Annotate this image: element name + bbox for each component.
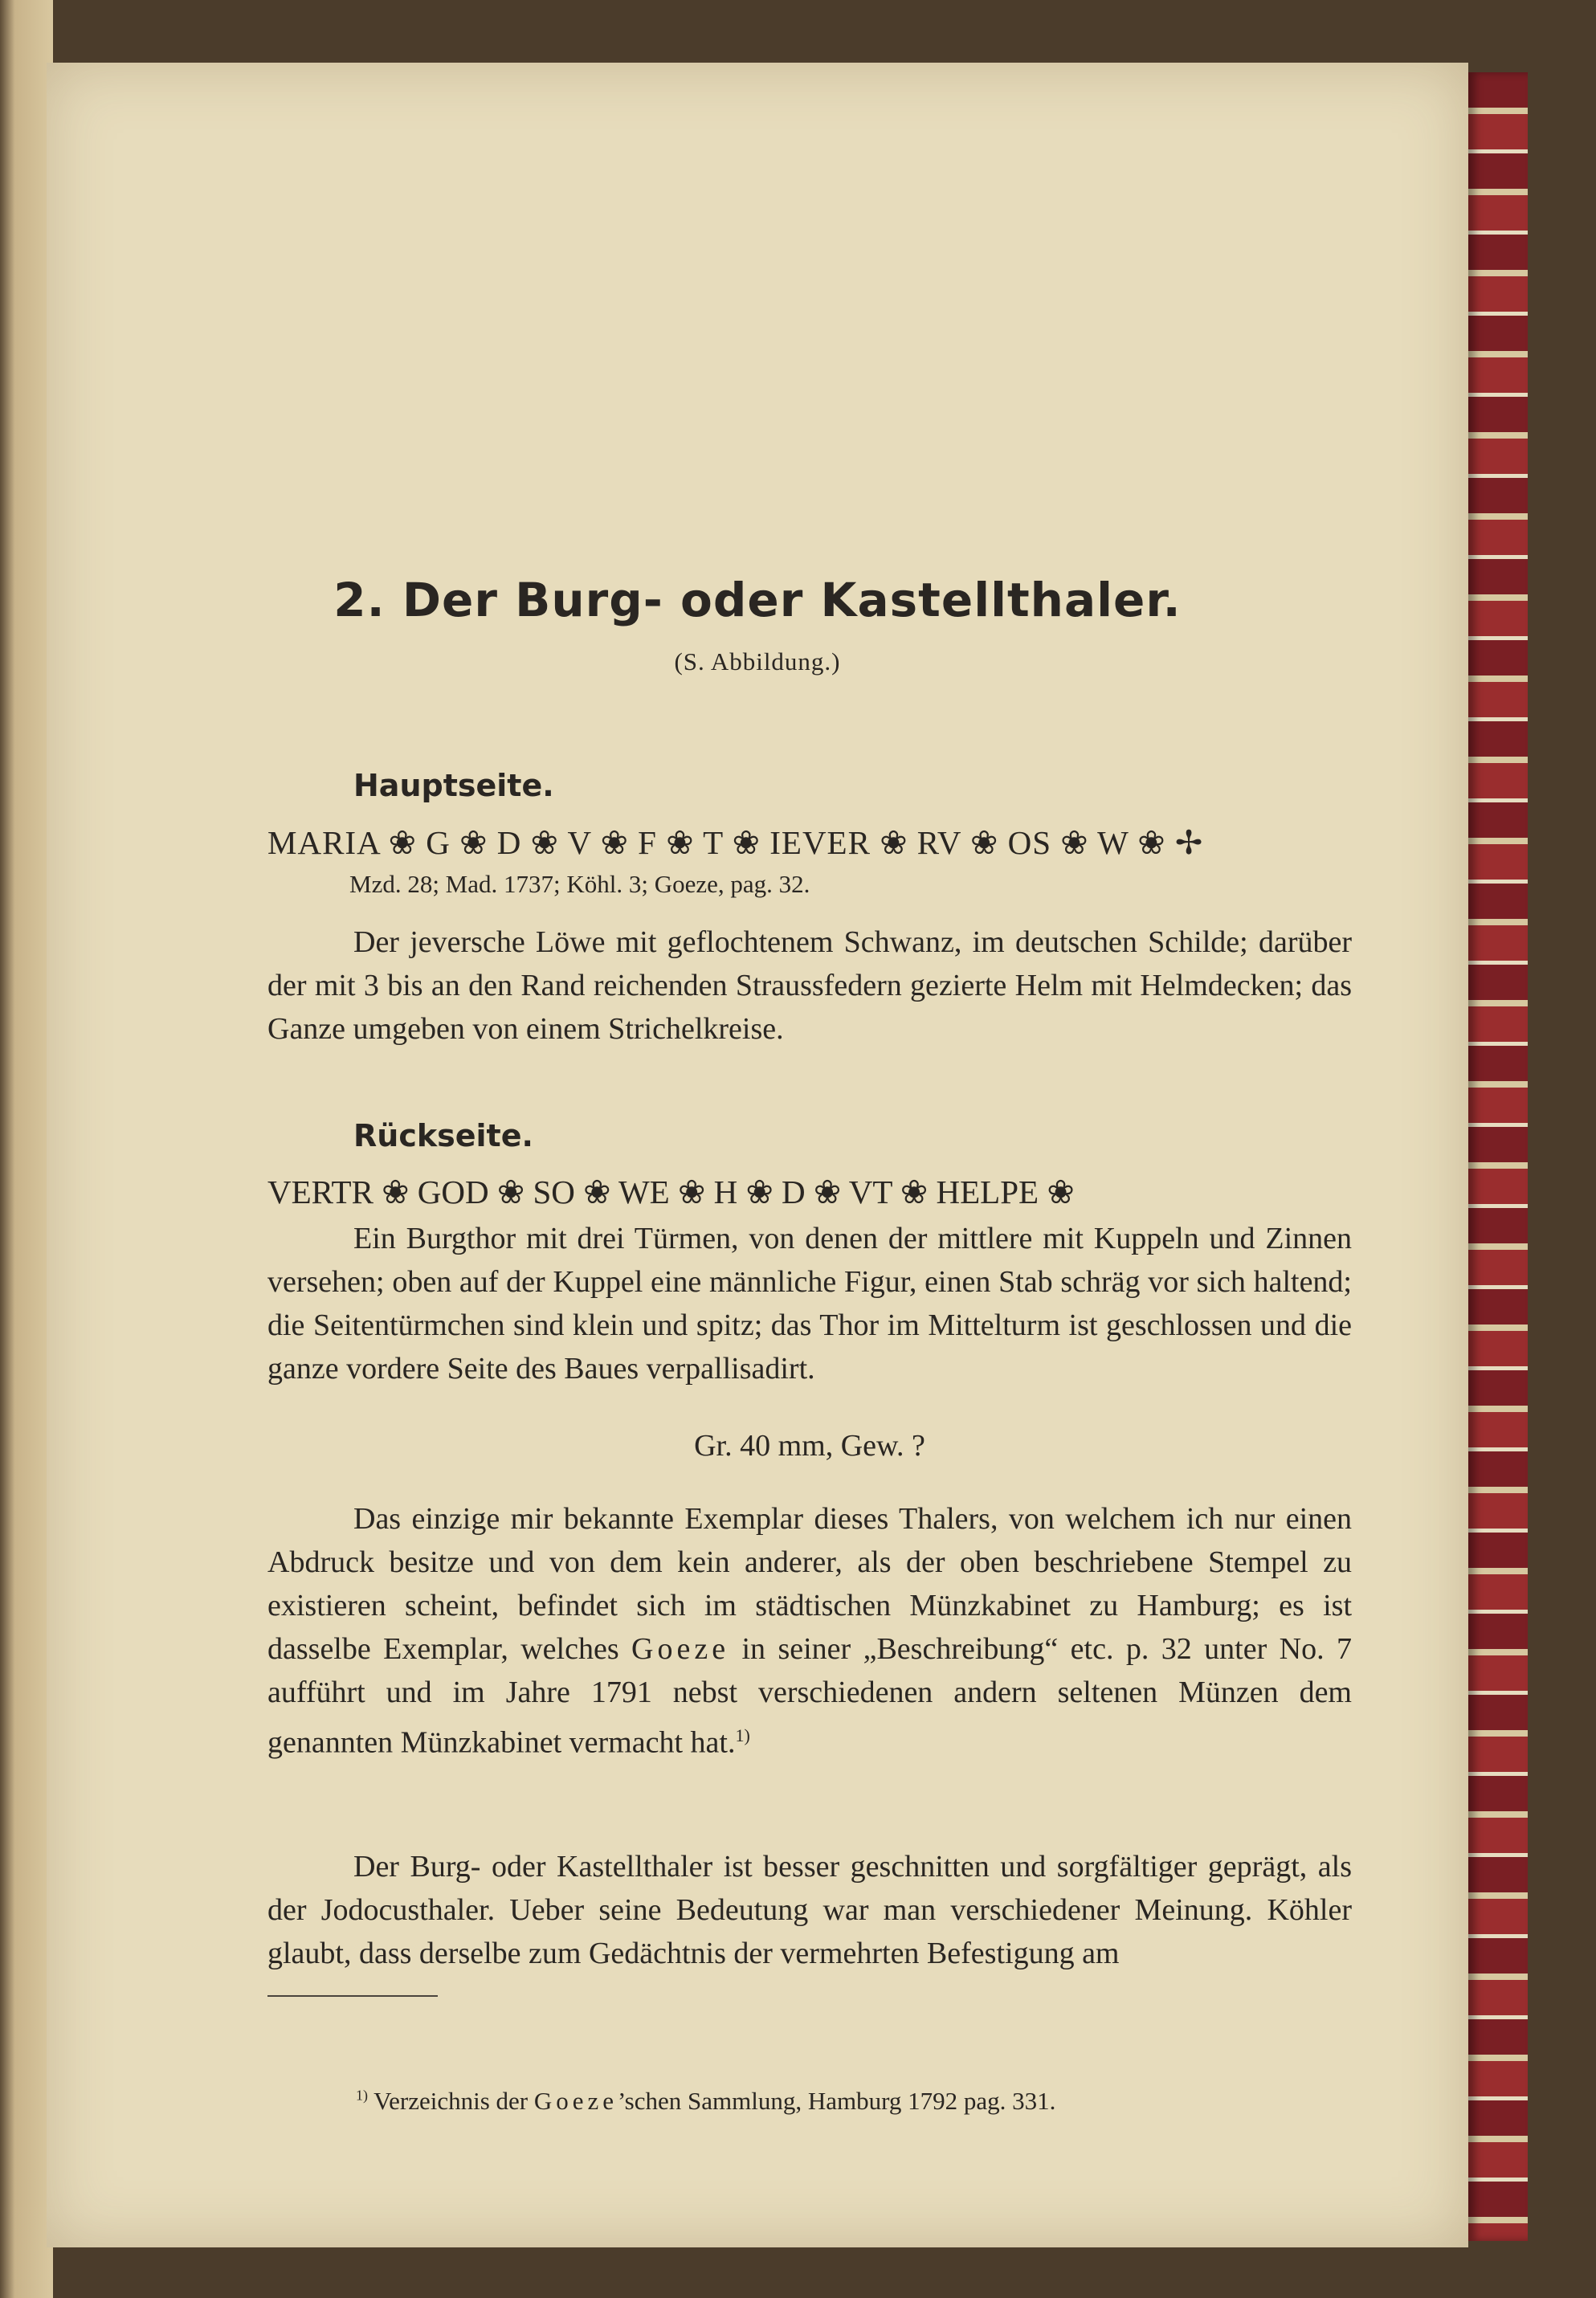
book-page	[47, 63, 1468, 2247]
back-side-legend: VERTR ❀ GOD ❀ SO ❀ WE ❀ H ❀ D ❀ VT ❀ HELPE ❀	[267, 1173, 1075, 1210]
meaning-paragraph: Der Burg- oder Kastellthaler ist besser geschnitten und sorgfältiger geprägt, als der Jodocusthaler. Ueber seine Bedeutung war man verschiedener Meinung. Köhler glaubt, dass derselbe zum Gedächtnis der vermehrten Befestigung am	[267, 1850, 1352, 1970]
front-side-legend: MARIA ❀ G ❀ D ❀ V ❀ F ❀ T ❀ IEVER ❀ RV ❀ OS ❀ W ❀ ✢	[267, 824, 1204, 861]
paragraph-text-start: Das einzige mir bekannte Exemplar dieses Thalers, von welchem ich nur einen Abdruck besitze und von dem kein anderer, als der oben beschriebene Stempel zu existieren scheint, befindet sich im städtischen Münzkabinet zu Hamburg; es ist dasselbe Exemplar, welches	[267, 1502, 1352, 1666]
front-side-description: Der jeversche Löwe mit geflochtenem Schwanz, im deutschen Schilde; darüber der mit 3 bis an den Rand reichenden Straussfedern gezierte Helm mit Helmdecken; das Ganze umgeben von einem Strichelkreise.	[267, 925, 1352, 1046]
exemplar-paragraph	[267, 1497, 1352, 1765]
footnote-text-end: ’schen Sammlung, Hamburg 1792 pag. 331.	[618, 2087, 1056, 2115]
illustration-reference: (S. Abbildung.)	[674, 647, 841, 676]
spaced-author-name: Goeze	[631, 1632, 730, 1666]
back-side-heading: Rückseite.	[353, 1118, 533, 1153]
footnote-reference-marker: 1)	[735, 1725, 750, 1745]
chapter-title: 2. Der Burg- oder Kastellthaler.	[333, 573, 1182, 627]
footnote-marker: 1)	[356, 2087, 368, 2104]
footnote	[356, 2087, 1055, 2116]
footnote-spaced-name: Goeze	[533, 2087, 618, 2115]
footnote-text-start: Verzeichnis der	[373, 2087, 529, 2115]
book-binding-edge	[1468, 72, 1528, 2241]
paragraph-text-end: in seiner „Beschreibung“ etc. p. 32 unter No. 7 aufführt und im Jahre 1791 nebst verschiedenen andern seltenen Münzen dem genannten Münzkabinet vermacht hat.	[267, 1632, 1353, 1760]
front-side-heading: Hauptseite.	[353, 768, 554, 803]
back-side-description: Ein Burgthor mit drei Türmen, von denen der mittlere mit Kuppeln und Zinnen versehen; oben auf der Kuppel eine männliche Figur, einen Stab schräg vor sich haltend; die Seitentürmchen sind klein und spitz; das Thor im Mittelturm ist geschlossen und die ganze vordere Seite des Baues verpallisadirt.	[267, 1222, 1352, 1386]
footnote-divider	[267, 1995, 438, 1997]
coin-measurements: Gr. 40 mm, Gew. ?	[694, 1429, 925, 1463]
scan-background-left	[0, 0, 53, 2298]
front-side-references: Mzd. 28; Mad. 1737; Köhl. 3; Goeze, pag. 32.	[349, 870, 810, 898]
